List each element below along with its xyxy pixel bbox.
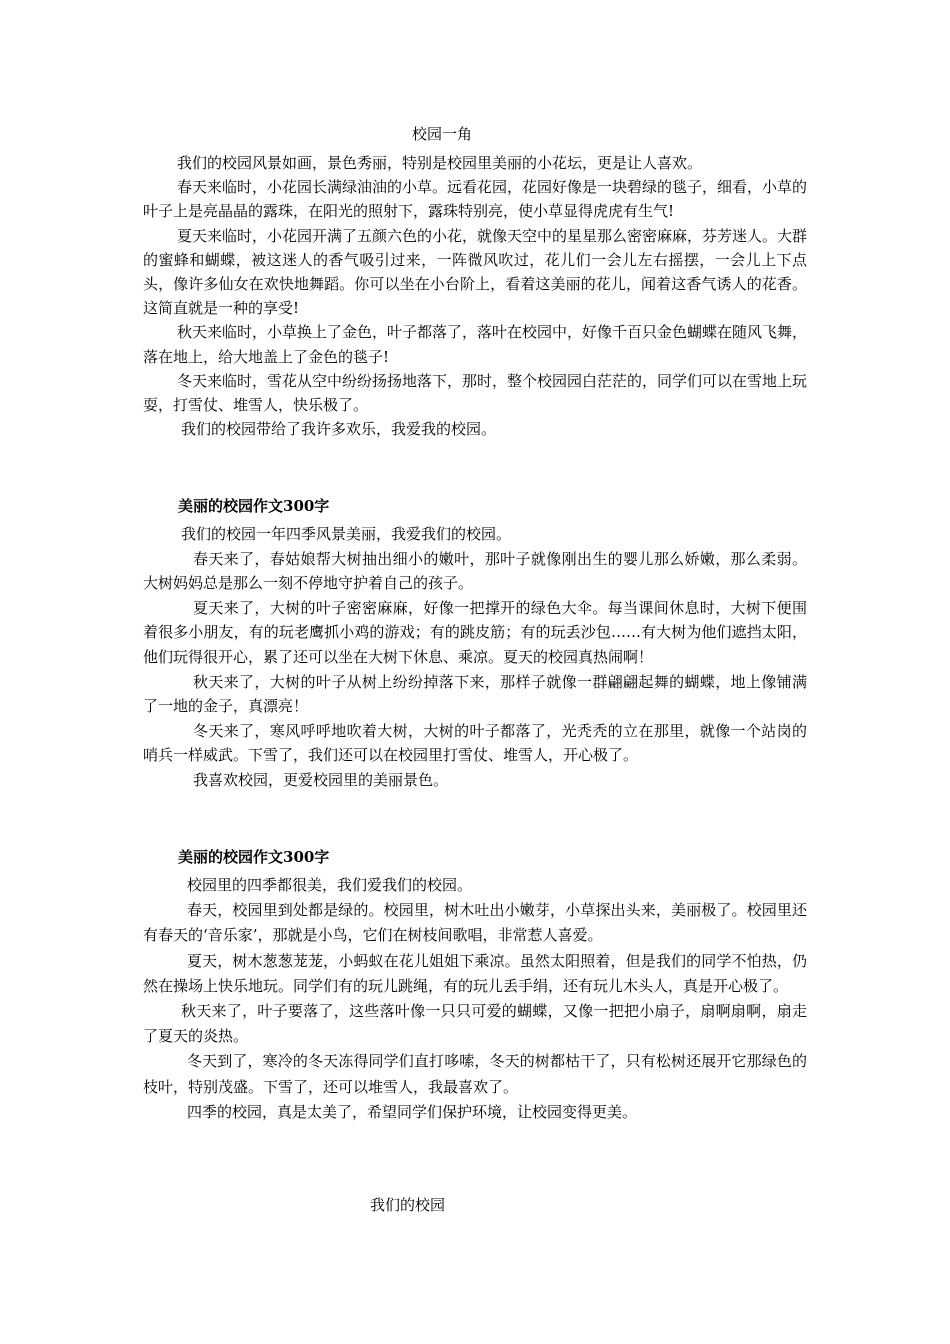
essay-title: 我们的校园: [370, 1196, 446, 1214]
essay-body: [0, 151, 950, 441]
paragraph: 夏天，树木葱葱茏茏，小蚂蚁在花儿姐姐下乘凉。虽然太阳照着，但是我们的同学不怕热，仍然在操场上快乐地玩。同学们有的玩儿跳绳，有的玩儿丢手绢，还有玩儿木头人，真是开心极了。: [143, 951, 807, 995]
paragraph: 夏天来了，大树的叶子密密麻麻，好像一把撑开的绿色大伞。每当课间休息时，大树下便围着很多小朋友，有的玩老鹰抓小鸡的游戏；有的跳皮筋；有的玩丢沙包……有大树为他们遮挡太阳，他们玩得很开心，累了还可以坐在大树下休息、乘凉。夏天的校园真热闹啊！: [143, 598, 807, 666]
essay-title: 美丽的校园作文300字: [178, 497, 330, 515]
paragraph: 冬天到了，寒冷的冬天冻得同学们直打哆嗦，冬天的树都枯干了，只有松树还展开它那绿色的枝叶，特别茂盛。下雪了，还可以堆雪人，我最喜欢了。: [143, 1052, 807, 1096]
paragraph: 冬天来临时，雪花从空中纷纷扬扬地落下，那时，整个校园园白茫茫的，同学们可以在雪地上玩耍，打雪仗、堆雪人，快乐极了。: [143, 371, 808, 415]
paragraph: 春天来临时，小花园长满绿油油的小草。远看花园，花园好像是一块碧绿的毯子，细看，小草的叶子上是亮晶晶的露珠，在阳光的照射下，露珠特别亮，使小草显得虎虎有生气!: [143, 178, 808, 221]
essay-title: 校园一角: [412, 125, 473, 143]
paragraph: 秋天来了，叶子要落了，这些落叶像一只只可爱的蝴蝶，又像一把把小扇子，扇啊扇啊，扇走了夏天的炎热。: [143, 1002, 807, 1046]
paragraph: 我喜欢校园，更爱校园里的美丽景色。: [193, 770, 449, 789]
paragraph: 冬天来了，寒风呼呼地吹着大树，大树的叶子都落了，光秃秃的立在那里，就像一个站岗的哨兵一样威武。下雪了，我们还可以在校园里打雪仗、堆雪人，开心极了。: [143, 721, 807, 765]
essay-body: [0, 522, 950, 793]
paragraph: 我们的校园风景如画，景色秀丽，特别是校园里美丽的小花坛，更是让人喜欢。: [177, 154, 703, 172]
paragraph: 我们的校园一年四季风景美丽，我爱我们的校园。: [181, 525, 512, 543]
essay-title: 美丽的校园作文300字: [178, 848, 330, 866]
paragraph: 秋天来临时，小草换上了金色，叶子都落了，落叶在校园中，好像千百只金色蝴蝶在随风飞舞，落在地上，给大地盖上了金色的毯子!: [143, 323, 808, 366]
paragraph: 夏天来临时，小花园开满了五颜六色的小花，就像天空中的星星那么密密麻麻，芬芳迷人。大群的蜜蜂和蝴蝶，被这迷人的香气吸引过来，一阵微风吹过，花儿们一会儿左右摇摆，一会儿上下点头，像许多仙女在欢快地舞蹈。你可以坐在小台阶上，看着这美丽的花儿，闻着这香气诱人的花香。这简直就是一种的享受!: [143, 226, 808, 318]
paragraph: 春天来了，春姑娘帮大树抽出细小的嫩叶，那叶子就像刚出生的婴儿那么娇嫩，那么柔弱。大树妈妈总是那么一刻不停地守护着自己的孩子。: [143, 549, 807, 593]
essay-body: [0, 873, 950, 1125]
paragraph: 校园里的四季都很美，我们爱我们的校园。: [187, 876, 473, 894]
paragraph: 四季的校园，真是太美了，希望同学们保护环境，让校园变得更美。: [187, 1102, 638, 1121]
paragraph: 秋天来了，大树的叶子从树上纷纷掉落下来，那样子就像一群翩翩起舞的蝴蝶，地上像铺满了一地的金子，真漂亮！: [143, 672, 807, 716]
paragraph: 我们的校园带给了我许多欢乐，我爱我的校园。: [181, 420, 497, 439]
paragraph: 春天，校园里到处都是绿的。校园里，树木吐出小嫩芽，小草探出头来，美丽极了。校园里还有春天的‘音乐家’，那就是小鸟，它们在树枝间歌唱，非常惹人喜爱。: [143, 901, 807, 945]
